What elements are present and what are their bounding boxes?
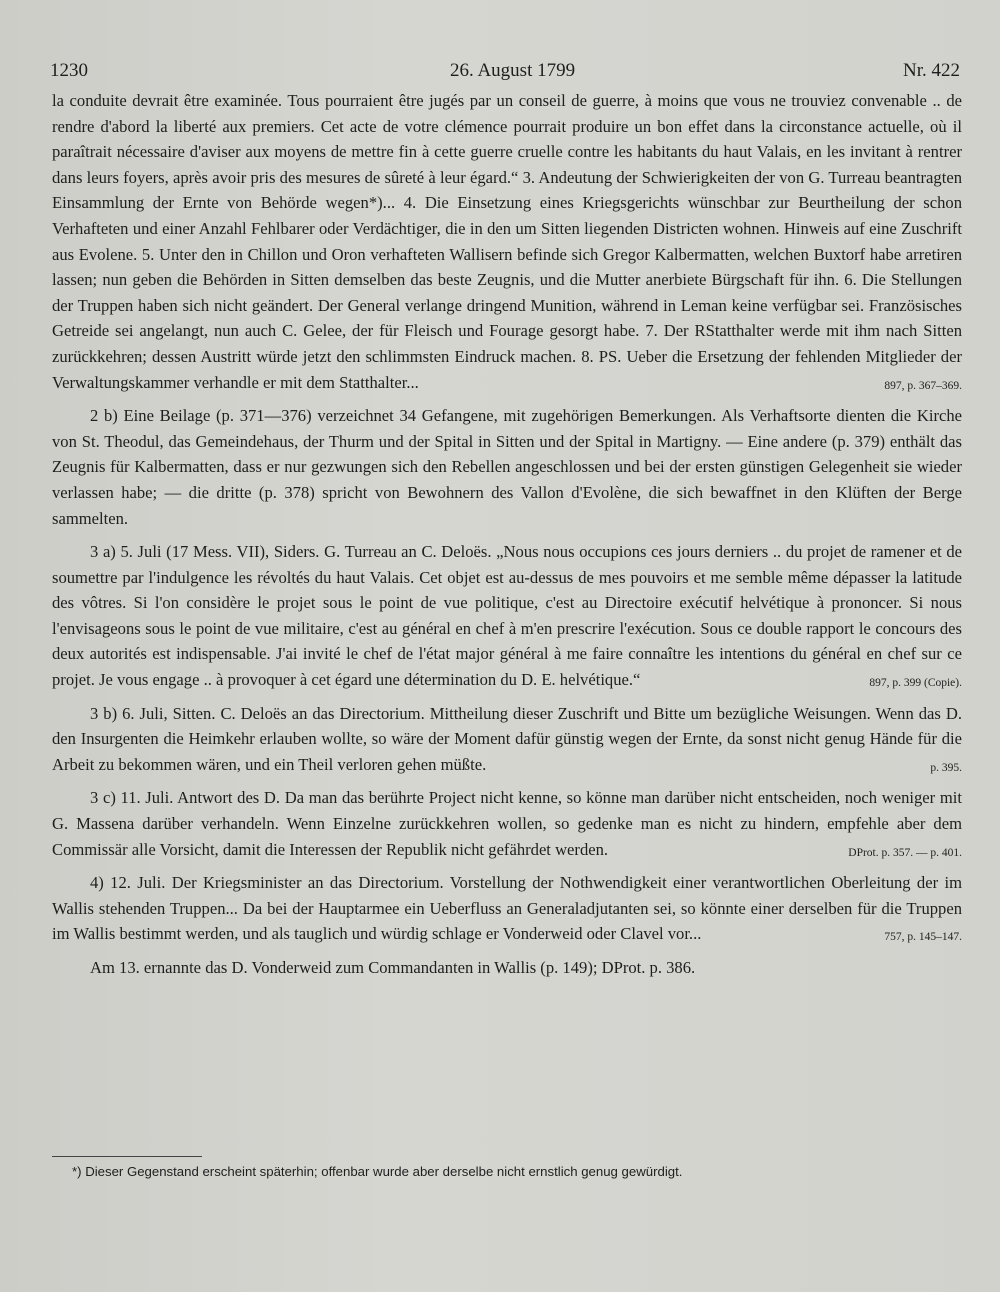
paragraph-3b	[52, 701, 962, 778]
paragraph-closing	[52, 955, 962, 981]
paragraph-3a	[52, 539, 962, 693]
archive-reference: 757, p. 145–147.	[884, 931, 962, 944]
paragraph-text: Am 13. ernannte das D. Vonderweid zum Commandanten in Wallis (p. 149); DProt. p. 386.	[90, 958, 696, 977]
page-number: 1230	[50, 60, 88, 81]
archive-reference: 897, p. 399 (Copie).	[869, 677, 962, 690]
paragraph-text: 4) 12. Juli. Der Kriegsminister an das Directorium. Vorstellung der Nothwendigkeit einer verantwortlichen Oberleitung der im Wallis stehenden Truppen... Da bei der Hauptarmee ein Ueberfluss an Generaladjutanten sei, so könnte einer derselben für die Truppen im Wallis bestimmt werden, und als tauglich und würdig schlage er Vonderweid oder Clavel vor...	[52, 873, 962, 944]
archive-reference: 897, p. 367–369.	[884, 379, 962, 392]
paragraph-text: 3 b) 6. Juli, Sitten. C. Deloës an das Directorium. Mittheilung dieser Zuschrift und Bitte um bezügliche Weisungen. Wenn das D. den Insurgenten die Heimkehr erlauben wollte, so wäre der Moment dafür günstig wegen der Ernte, da sonst nicht genug Hände für die Arbeit zu bekommen wären, und ein Theil verloren gehen müßte.	[52, 703, 962, 774]
header-date: 26. August 1799	[450, 60, 576, 81]
archive-reference: DProt. p. 357. — p. 401.	[848, 846, 962, 859]
paragraph-text: 3 c) 11. Juli. Antwort des D. Da man das berührte Project nicht kenne, so könne man darüber nicht entscheiden, noch weniger mit G. Massena darüber verhandeln. Wenn Einzelne zurückkehren wollen, so gedenke man es nicht zu hindern, empfehle aber dem Commissär alle Vorsicht, damit die Interessen der Republik nicht gefährdet werden.	[52, 788, 962, 859]
archive-reference: p. 395.	[930, 761, 962, 774]
page-header	[50, 60, 960, 86]
paragraph-text: 3 a) 5. Juli (17 Mess. VII), Siders. G. Turreau an C. Deloës. „Nous nous occupions ces jours derniers .. du projet de ramener et de soumettre par l'indulgence les révoltés du haut Valais. Cet objet est au-dessus de mes pouvoirs et me semble même dépasser la latitude des vôtres. Si l'on considère le projet sous le point de vue politique, c'est au Directoire exécutif helvétique à prononcer. Si nous l'envisageons sous le point de vue militaire, c'est au général en chef à m'en prescrire l'exécution. Sous ce double rapport le concours des deux autorités est indispensable. J'ai invité le chef de l'état major général à me faire connaître les intentions du général en chef sur ce projet. Je vous engage .. à provoquer à cet égard une détermination du D. E. helvétique.“	[52, 542, 962, 690]
footnote: *) Dieser Gegenstand erscheint späterhin; offenbar wurde aber derselbe nicht ernstlich genug gewürdigt.	[72, 1164, 683, 1179]
paragraph-text: 2 b) Eine Beilage (p. 371—376) verzeichnet 34 Gefangene, mit zugehörigen Bemerkungen. Als Verhaftsorte dienten die Kirche von St. Theodul, das Gemeindehaus, der Thurm und der Spital in Sitten und der Spital in Martigny. — Eine andere (p. 379) enthält das Zeugnis für Kalbermatten, dass er nur gezwungen sich den Rebellen angeschlossen und bei der ersten günstigen Gelegenheit sie wieder verlassen habe; — die dritte (p. 378) spricht von Bewohnern des Vallon d'Evolène, die sich bewaffnet in den Klüften der Berge sammelten.	[52, 406, 962, 528]
document-body	[52, 88, 962, 989]
footnote-divider	[52, 1156, 202, 1157]
paragraph-2b	[52, 403, 962, 531]
paragraph-1	[52, 88, 962, 395]
paragraph-3c	[52, 785, 962, 862]
paragraph-text: la conduite devrait être examinée. Tous pourraient être jugés par un conseil de guerre, à moins que vous ne trouviez convenable .. de rendre d'abord la liberté aux premiers. Cet acte de votre clémence pourrait produire un bon effet dans la circonstance actuelle, où il paraîtrait nécessaire d'aviser aux moyens de mettre fin à cette guerre cruelle contre les habitants du haut Valais, en les invitant à rentrer dans leurs foyers, après avoir pris des mesures de sûreté à leur égard.“ 3. Andeutung der Schwierigkeiten der von G. Turreau beantragten Einsammlung der Ernte von Behörde wegen*)... 4. Die Einsetzung eines Kriegsgerichts wünschbar zur Beurtheilung der schon Verhafteten und einer Anzahl Fehlbarer oder Verdächtiger, die in den um Sitten liegenden Districten wohnen. Hinweis auf eine Zuschrift aus Evolene. 5. Unter den in Chillon und Oron verhafteten Wallisern befinde sich Gregor Kalbermatten, welchen Buxtorf habe arretiren lassen; nun geben die Behörden in Sitten demselben das beste Zeugnis, und die Mutter anerbiete Bürgschaft für ihn. 6. Die Stellungen der Truppen haben sich nicht geändert. Der General verlange dringend Munition, während in Leman keine verfügbar sei. Französisches Getreide sei angelangt, nun auch C. Gelee, der für Fleisch und Fourage gesorgt habe. 7. Der RStatthalter werde mit ihm nach Sitten zurückkehren; dessen Austritt würde jetzt den schlimmsten Eindruck machen. 8. PS. Ueber die Ersetzung der fehlenden Mitglieder der Verwaltungskammer verhandle er mit dem Statthalter...	[52, 91, 962, 392]
paragraph-4	[52, 870, 962, 947]
document-number: Nr. 422	[903, 60, 960, 81]
